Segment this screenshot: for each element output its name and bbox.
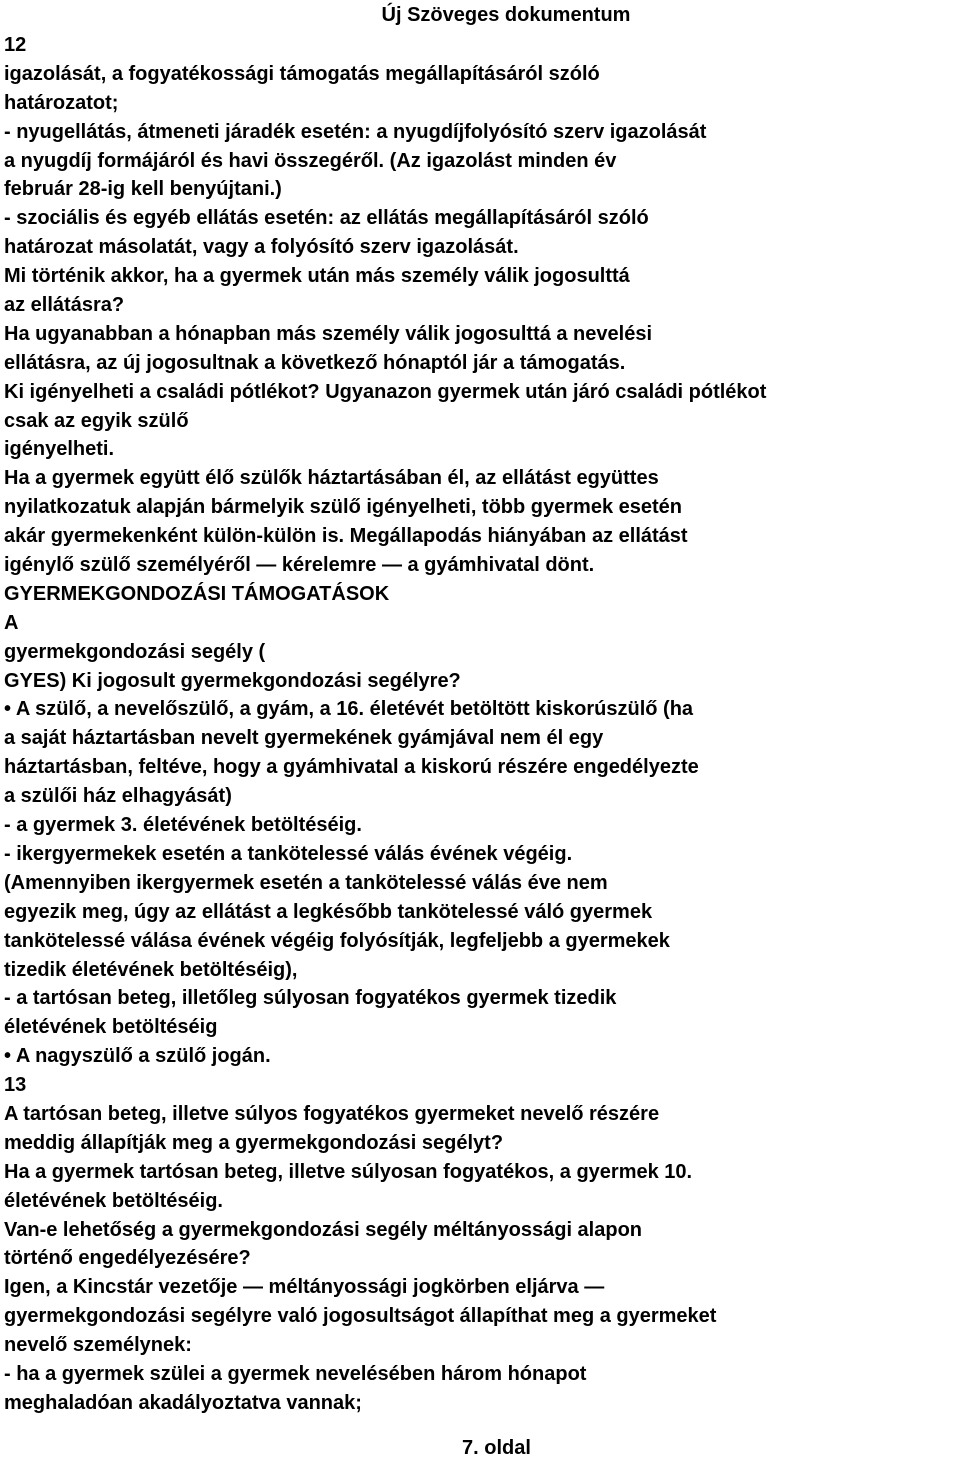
text-line: 13 [4,1074,27,1097]
text-line: Ha ugyanabban a hónapban más személy válik jogosulttá a nevelési [4,322,652,345]
text-line: történő engedélyezésére? [4,1247,251,1270]
text-line: csak az egyik szülő [4,409,189,432]
text-line: igénylő szülő személyéről — kérelemre — a gyámhivatal dönt. [4,554,595,577]
text-line: Ki igényelheti a családi pótlékot? Ugyanazon gyermek után járó családi pótlékot [4,380,767,403]
text-line: - szociális és egyéb ellátás esetén: az ellátás megállapításáról szóló [4,207,649,230]
text-line: Ha a gyermek tartósan beteg, illetve súlyosan fogyatékos, a gyermek 10. [4,1160,693,1183]
page-number: 7. oldal [462,1437,531,1459]
text-line: február 28-ig kell benyújtani.) [4,178,282,201]
text-line: nevelő személynek: [4,1334,192,1357]
text-line: meghaladóan akadályoztatva vannak; [4,1391,362,1414]
text-line: gyermekgondozási segély ( [4,640,266,663]
text-line: - ha a gyermek szülei a gyermek nevelésében három hónapot [4,1362,587,1385]
text-line: • A nagyszülő a szülő jogán. [4,1045,271,1068]
text-line: - ikergyermekek esetén a tankötelessé válás évének végéig. [4,842,573,865]
text-line: az ellátásra? [4,294,125,317]
text-line: gyermekgondozási segélyre való jogosultságot állapíthat meg a gyermeket [4,1305,717,1328]
text-line: nyilatkozatuk alapján bármelyik szülő igényelheti, több gyermek esetén [4,496,682,519]
text-line: GYERMEKGONDOZÁSI TÁMOGATÁSOK [4,582,390,605]
text-line: Van-e lehetőség a gyermekgondozási segély méltányossági alapon [4,1218,643,1241]
text-line: egyezik meg, úgy az ellátást a legkésőbb tankötelessé váló gyermek [4,900,653,923]
text-line: tizedik életévének betöltéséig), [4,958,298,981]
text-line: GYES) Ki jogosult gyermekgondozási segélyre? [4,669,461,692]
text-line: igazolását, a fogyatékossági támogatás megállapításáról szóló [4,62,600,85]
text-line: akár gyermekenként külön-külön is. Megállapodás hiányában az ellátást [4,525,688,548]
text-line: háztartásban, feltéve, hogy a gyámhivatal a kiskorú részére engedélyezte [4,756,699,779]
text-line: a saját háztartásban nevelt gyermekének gyámjával nem él egy [4,727,604,750]
document-title: Új Szöveges dokumentum [381,4,631,26]
text-line: határozat másolatát, vagy a folyósító szerv igazolását. [4,236,519,259]
text-line: Mi történik akkor, ha a gyermek után más személy válik jogosulttá [4,265,630,288]
text-line: határozatot; [4,91,119,114]
text-line: - a tartósan beteg, illetőleg súlyosan fogyatékos gyermek tizedik [4,987,617,1010]
text-line: - a gyermek 3. életévének betöltéséig. [4,814,362,837]
document-body [4,31,960,1418]
text-line: igényelheti. [4,438,115,461]
text-line: Ha a gyermek együtt élő szülők háztartásában él, az ellátást együttes [4,467,659,490]
text-line: (Amennyiben ikergyermek esetén a tankötelessé válás éve nem [4,871,608,894]
text-line: életévének betöltéséig. [4,1189,223,1212]
text-line: életévének betöltéséig [4,1016,218,1039]
text-line: ellátásra, az új jogosultnak a következő hónaptól jár a támogatás. [4,351,626,374]
text-line: a nyugdíj formájáról és havi összegéről. (Az igazolást minden év [4,149,617,172]
text-line: Igen, a Kincstár vezetője — méltányossági jogkörben eljárva — [4,1276,605,1299]
text-line: meddig állapítják meg a gyermekgondozási segélyt? [4,1131,504,1154]
text-line: • A szülő, a nevelőszülő, a gyám, a 16. életévét betöltött kiskorúszülő (ha [4,698,694,721]
text-line: - nyugellátás, átmeneti járadék esetén: a nyugdíjfolyósító szerv igazolását [4,120,707,143]
text-line: tankötelessé válása évének végéig folyósítják, legfeljebb a gyermekek [4,929,670,952]
text-line: A [4,611,19,634]
text-line: a szülői ház elhagyását) [4,785,232,808]
text-line: 12 [4,34,27,56]
text-line: A tartósan beteg, illetve súlyos fogyatékos gyermeket nevelő részére [4,1102,660,1125]
